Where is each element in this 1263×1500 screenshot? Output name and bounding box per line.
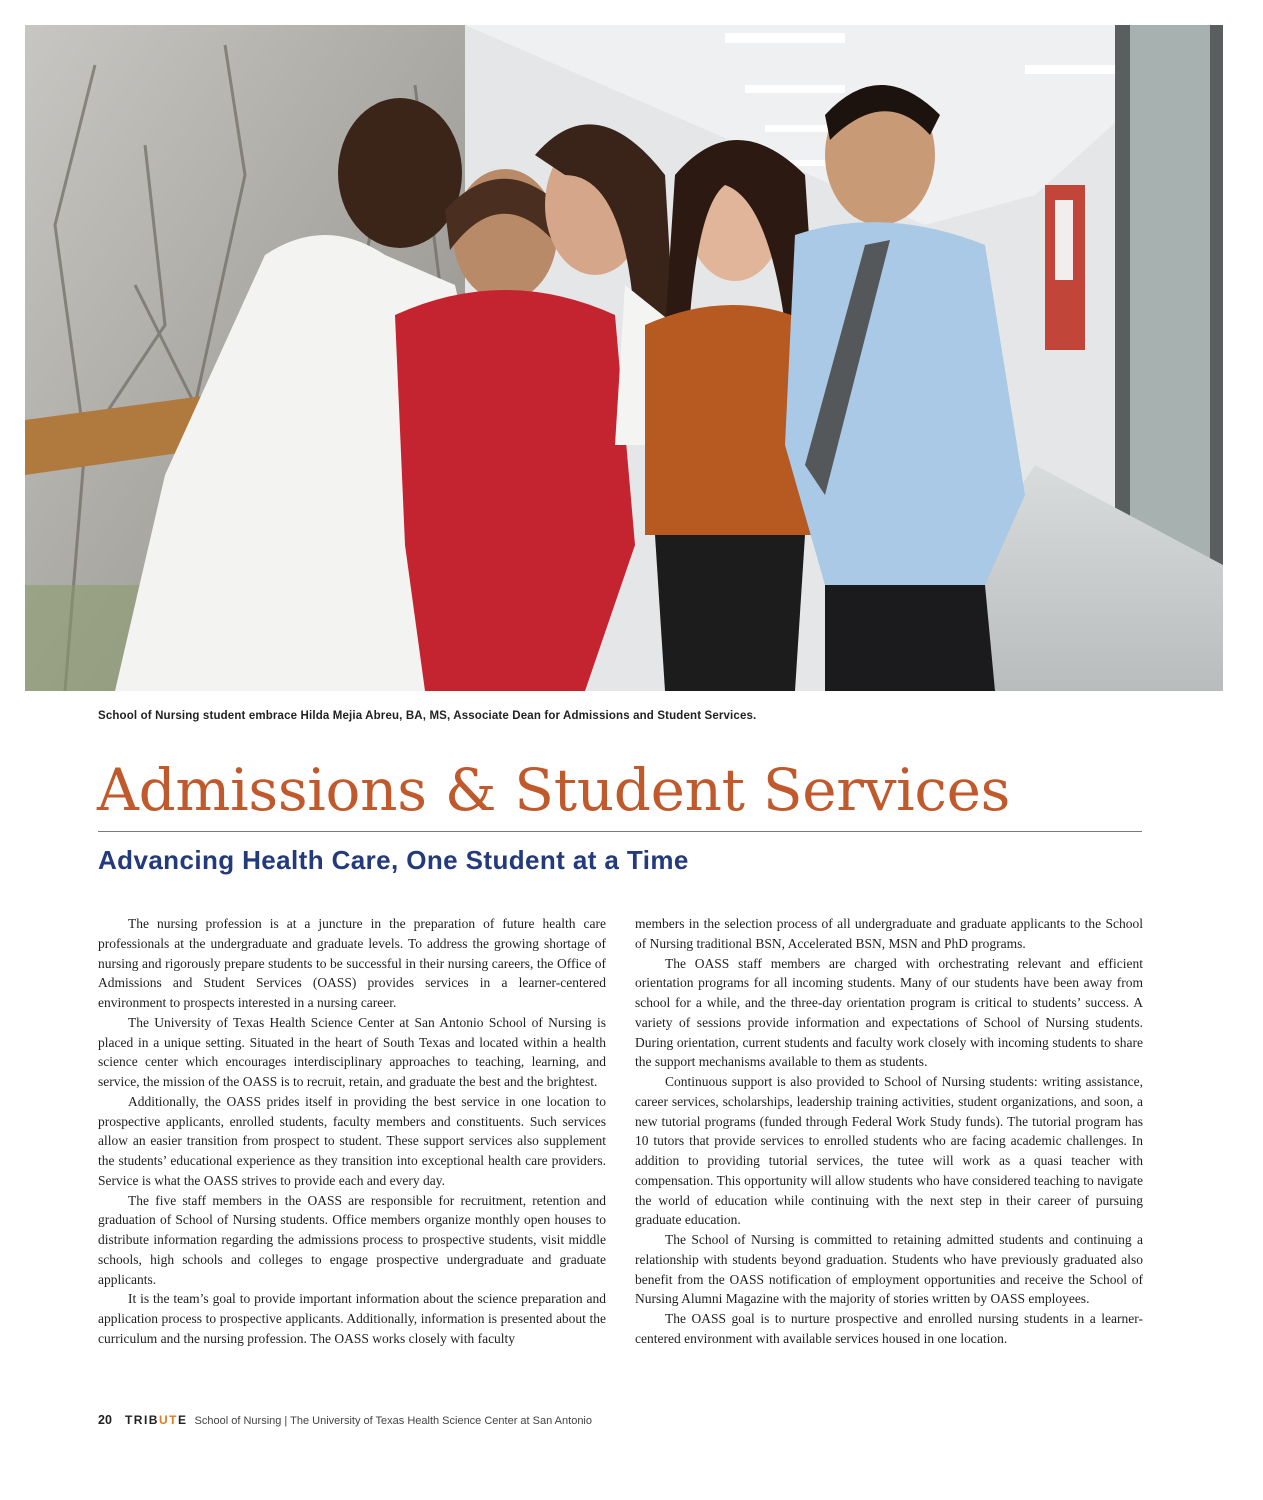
paragraph: The School of Nursing is committed to retaining admitted students and continuing a relationship with students beyond graduation. Students who have previously graduated also benefit from the OASS notification of employment opportunities and receive the School of Nursing Alumni Magazine with the majority of stories written by OASS employees. (635, 1232, 1143, 1307)
brand-part: TRIB (124, 1413, 159, 1427)
group-photo (25, 25, 1223, 691)
page-number: 20 (98, 1413, 112, 1427)
title-divider (98, 831, 1142, 832)
page-title: Admissions & Student Services (97, 756, 1011, 824)
brand-part: E (177, 1413, 188, 1427)
brand-accent: UT (158, 1413, 178, 1427)
paragraph: The University of Texas Health Science Center at San Antonio School of Nursing is placed in a unique setting. Situated in the heart of South Texas and located within a health science center which encourages interdisciplinary approaches to teaching, learning, and service, the mission of the OASS is to recruit, retain, and graduate the best and the brightest. (98, 1014, 606, 1089)
footer-text: School of Nursing | The University of Texas Health Science Center at San Antonio (194, 1415, 592, 1427)
paragraph: Continuous support is also provided to School of Nursing students: writing assistance, career services, scholarships, leadership training activities, student organizations, and soon, a new tutorial programs (funded through Federal Work Study funds). The tutorial program has 10 tutors that provide services to enrolled students who are facing academic challenges. In addition to providing tutorial services, the tutee will work as a quasi teacher with compensation. This opportunity will allow students who have considered teaching to navigate the world of education while continuing with the next step in their career of pursuing graduate education. (635, 1074, 1143, 1228)
paragraph: The OASS staff members are charged with orchestrating relevant and efficient orientation programs for all incoming students. Many of our students have been away from school for a while, and the three-day orientation program is critical to students’ success. A variety of sessions provide information and expectations of School of Nursing students. During orientation, current students and faculty work closely with incoming students to share the support mechanisms available to them as students. (635, 955, 1143, 1070)
paragraph: The OASS goal is to nurture prospective and enrolled nursing students in a learner-centered environment with available services housed in one location. (635, 1311, 1143, 1346)
paragraph: Additionally, the OASS prides itself in providing the best service in one location to prospective applicants, enrolled students, faculty members and constituents. Such services allow an easier transition from prospect to student. These support services also supplement the students’ educational experience as they transition into exceptional health care providers. Service is what the OASS strives to provide each and every day. (98, 1093, 606, 1188)
magazine-brand (125, 1413, 188, 1427)
group-photo-image (25, 25, 1223, 691)
article-column-left (98, 914, 606, 1349)
paragraph: The five staff members in the OASS are responsible for recruitment, retention and graduation of School of Nursing students. Office members organize monthly open houses to distribute information regarding the admissions process to prospective students, visit middle schools, high schools and colleges to engage prospective undergraduate and graduate applicants. (98, 1192, 606, 1287)
paragraph-continuation: members in the selection process of all undergraduate and graduate applicants to the School of Nursing traditional BSN, Accelerated BSN, MSN and PhD programs. (635, 916, 1143, 951)
paragraph: It is the team’s goal to provide important information about the science preparation and application process to prospective applicants. Additionally, information is presented about the curriculum and the nursing profession. The OASS works closely with faculty (98, 1291, 606, 1346)
paragraph: The nursing profession is at a juncture in the preparation of future health care professionals at the undergraduate and graduate levels. To address the growing shortage of nursing and rigorously prepare students to be successful in their nursing careers, the Office of Admissions and Student Services (OASS) provides services in a learner-centered environment to prospects interested in a nursing career. (98, 916, 606, 1010)
article-column-right (635, 914, 1143, 1349)
page-footer (98, 1413, 592, 1427)
photo-caption: School of Nursing student embrace Hilda Mejia Abreu, BA, MS, Associate Dean for Admissions and Student Services. (98, 710, 757, 722)
page-subtitle: Advancing Health Care, One Student at a Time (98, 845, 689, 875)
